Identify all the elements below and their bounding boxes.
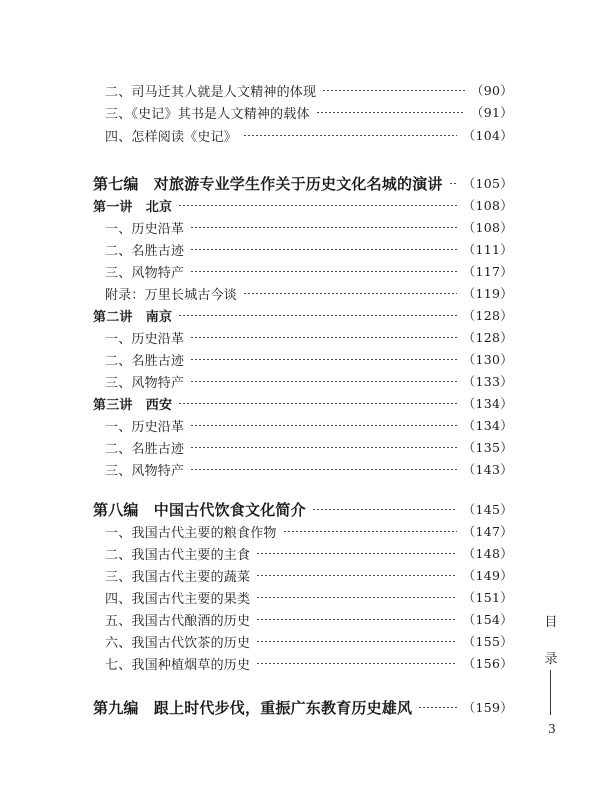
toc-entry-page: （133） — [462, 374, 513, 389]
toc-leader-dots — [178, 205, 456, 206]
toc-leader-dots — [256, 663, 456, 664]
toc-entry-page: （134） — [462, 396, 513, 411]
toc-entry — [93, 304, 513, 326]
side-rule — [550, 670, 551, 715]
toc-entry-title: 二、名胜古迹 — [105, 441, 185, 457]
side-label-gap — [541, 630, 561, 648]
toc-leader-dots — [322, 90, 465, 91]
toc-entry-title: 第二讲 南京 — [93, 309, 173, 325]
toc-entry — [93, 498, 513, 520]
toc-entry-title: 一、我国古代主要的粮食作物 — [105, 525, 277, 541]
toc-entry-page: （119） — [462, 286, 513, 301]
toc-leader-dots — [190, 359, 456, 360]
toc-entry-page: （147） — [462, 524, 513, 539]
toc-entry-title: 三、《史记》其书是人文精神的载体 — [105, 106, 310, 122]
toc-leader-dots — [316, 112, 465, 113]
toc-leader-dots — [256, 619, 456, 620]
toc-entry-page: （154） — [462, 612, 513, 627]
toc-entry-page: （134） — [462, 418, 513, 433]
toc-entry — [93, 172, 513, 194]
toc-entry-page: （145） — [462, 502, 513, 517]
toc-leader-dots — [418, 707, 456, 708]
toc-leader-dots — [243, 135, 457, 136]
toc-entry-page: （117） — [462, 264, 513, 279]
toc-leader-dots — [190, 249, 456, 250]
side-label-char-2: 录 — [544, 652, 558, 667]
toc-entry-title: 第七编 对旅游专业学生作关于历史文化名城的演讲 — [93, 174, 443, 193]
toc-entry-title: 五、我国古代酿酒的历史 — [105, 613, 251, 629]
toc-entry-title: 四、我国古代主要的果类 — [105, 591, 251, 607]
toc-leader-dots — [449, 183, 457, 184]
toc-entry — [105, 260, 513, 282]
toc-entry-page: （128） — [462, 308, 513, 323]
toc-entry — [105, 436, 513, 458]
toc-leader-dots — [178, 315, 456, 316]
toc-leader-dots — [190, 425, 456, 426]
toc-entry-page: （155） — [462, 634, 513, 649]
toc-leader-dots — [190, 271, 456, 272]
toc-entry-page: （149） — [462, 568, 513, 583]
toc-entry — [105, 630, 513, 652]
toc-entry-page: （111） — [462, 242, 513, 257]
toc-entry-title: 七、我国种植烟草的历史 — [105, 657, 251, 673]
toc-entry-title: 附录：万里长城古今谈 — [105, 287, 238, 303]
toc-leader-dots — [256, 575, 456, 576]
toc-entry-title: 第九编 跟上时代步伐，重振广东教育历史雄风 — [93, 698, 413, 717]
toc-entry-title: 第八编 中国古代饮食文化简介 — [93, 500, 306, 519]
toc-entry-page: （151） — [462, 590, 513, 605]
toc-entry-page: （91） — [470, 105, 513, 120]
running-header-contents — [541, 611, 561, 667]
toc-entry-title: 三、风物特产 — [105, 265, 185, 281]
toc-entry-title: 二、名胜古迹 — [105, 243, 185, 259]
toc-entry — [105, 101, 513, 123]
toc-entry — [93, 194, 513, 216]
toc-entry-page: （130） — [462, 352, 513, 367]
toc-leader-dots — [283, 531, 457, 532]
toc-entry — [105, 124, 513, 146]
toc-entry — [93, 696, 513, 718]
toc-entry — [105, 216, 513, 238]
toc-entry — [105, 348, 513, 370]
toc-entry-page: （104） — [462, 128, 513, 143]
toc-leader-dots — [256, 641, 456, 642]
toc-entry — [105, 542, 513, 564]
toc-entry-title: 一、历史沿革 — [105, 419, 185, 435]
toc-entry-page: （105） — [462, 176, 513, 191]
toc-leader-dots — [190, 447, 456, 448]
toc-entry — [105, 652, 513, 674]
toc-leader-dots — [312, 509, 457, 510]
toc-entry-page: （156） — [462, 656, 513, 671]
toc-entry — [105, 414, 513, 436]
toc-entry — [93, 392, 513, 414]
toc-entry — [105, 520, 513, 542]
side-label-char-1: 目 — [544, 615, 558, 630]
toc-entry-title: 二、司马迁其人就是人文精神的体现 — [105, 84, 317, 100]
toc-entry-title: 三、我国古代主要的蔬菜 — [105, 569, 251, 585]
toc-entry-title: 二、我国古代主要的主食 — [105, 547, 251, 563]
toc-entry-title: 一、历史沿革 — [105, 221, 185, 237]
toc-leader-dots — [243, 293, 457, 294]
toc-entry — [105, 608, 513, 630]
toc-entry-page: （135） — [462, 440, 513, 455]
toc-entry-page: （108） — [462, 220, 513, 235]
toc-leader-dots — [190, 227, 456, 228]
toc-entry-page: （159） — [462, 700, 513, 715]
toc-entry-title: 三、风物特产 — [105, 375, 185, 391]
toc-leader-dots — [190, 469, 456, 470]
toc-entry — [105, 458, 513, 480]
toc-leader-dots — [178, 403, 456, 404]
toc-entry-title: 六、我国古代饮茶的历史 — [105, 635, 251, 651]
toc-entry-page: （128） — [462, 330, 513, 345]
toc-entry — [105, 586, 513, 608]
toc-leader-dots — [190, 381, 456, 382]
toc-entry — [105, 326, 513, 348]
toc-entry — [105, 370, 513, 392]
toc-leader-dots — [256, 553, 456, 554]
toc-entry — [105, 79, 513, 101]
toc-entry-title: 四、怎样阅读《史记》 — [105, 129, 238, 145]
page-number: 3 — [548, 722, 556, 736]
toc-entry-title: 一、历史沿革 — [105, 331, 185, 347]
toc-entry — [105, 238, 513, 260]
toc-entry-title: 第三讲 西安 — [93, 397, 173, 413]
toc-leader-dots — [256, 597, 456, 598]
toc-entry — [105, 564, 513, 586]
toc-entry-title: 三、风物特产 — [105, 463, 185, 479]
toc-entry-title: 二、名胜古迹 — [105, 353, 185, 369]
toc-entry-page: （143） — [462, 462, 513, 477]
toc-leader-dots — [190, 337, 456, 338]
toc-entry-page: （90） — [470, 83, 513, 98]
toc-entry-page: （148） — [462, 546, 513, 561]
toc-entry-title: 第一讲 北京 — [93, 199, 173, 215]
toc-entry-page: （108） — [462, 198, 513, 213]
toc-entry — [105, 282, 513, 304]
